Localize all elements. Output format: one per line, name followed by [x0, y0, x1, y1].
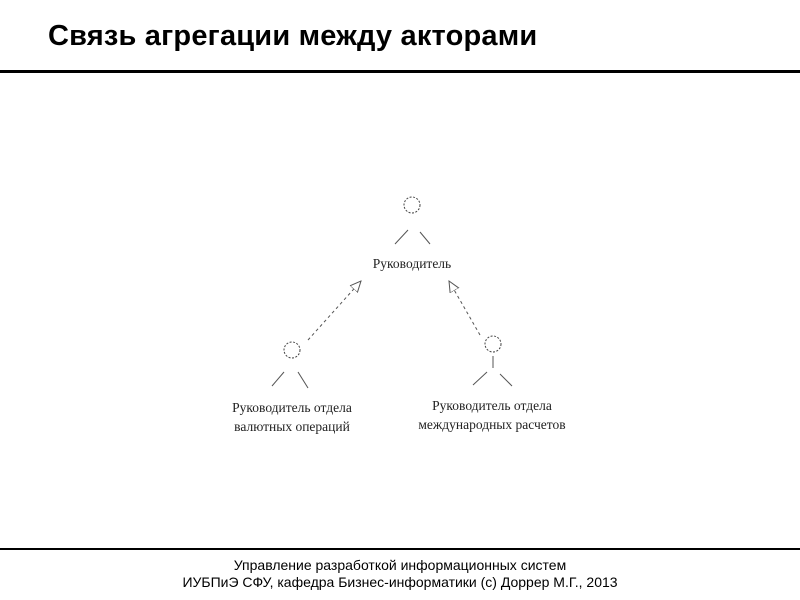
actor-fx-dept-head-label-line2: валютных операций: [234, 419, 350, 434]
footer-divider: [0, 548, 800, 550]
relation-fx-to-head: [308, 281, 361, 340]
footer-course-title: Управление разработкой информационных систем: [233, 557, 567, 573]
actor-fx-dept-head-label-line1: Руководитель отдела: [232, 400, 352, 415]
footer-copyright: ИУБПиЭ СФУ, кафедра Бизнес-информатики (с) Доррер М.Г., 2013: [182, 574, 618, 590]
actor-fx-dept-head-legs: [272, 372, 308, 388]
actor-head-label: Руководитель: [372, 256, 452, 271]
actor-intl-dept-head-icon: [485, 336, 501, 352]
actor-intl-dept-head-body: [473, 356, 512, 386]
actor-head[interactable]: [373, 197, 451, 271]
actor-intl-dept-head-label-line2: международных расчетов: [418, 417, 566, 432]
actor-head-icon: [404, 197, 420, 213]
actor-head-legs: [395, 230, 430, 244]
actor-fx-dept-head-icon: [284, 342, 300, 358]
actor-intl-dept-head[interactable]: [418, 336, 565, 432]
slide-title: Связь агрегации между акторами: [48, 20, 538, 52]
actor-fx-dept-head[interactable]: [232, 342, 352, 434]
relation-intl-to-head: [449, 281, 480, 335]
actor-intl-dept-head-label-line1: Руководитель отдела: [432, 398, 552, 413]
